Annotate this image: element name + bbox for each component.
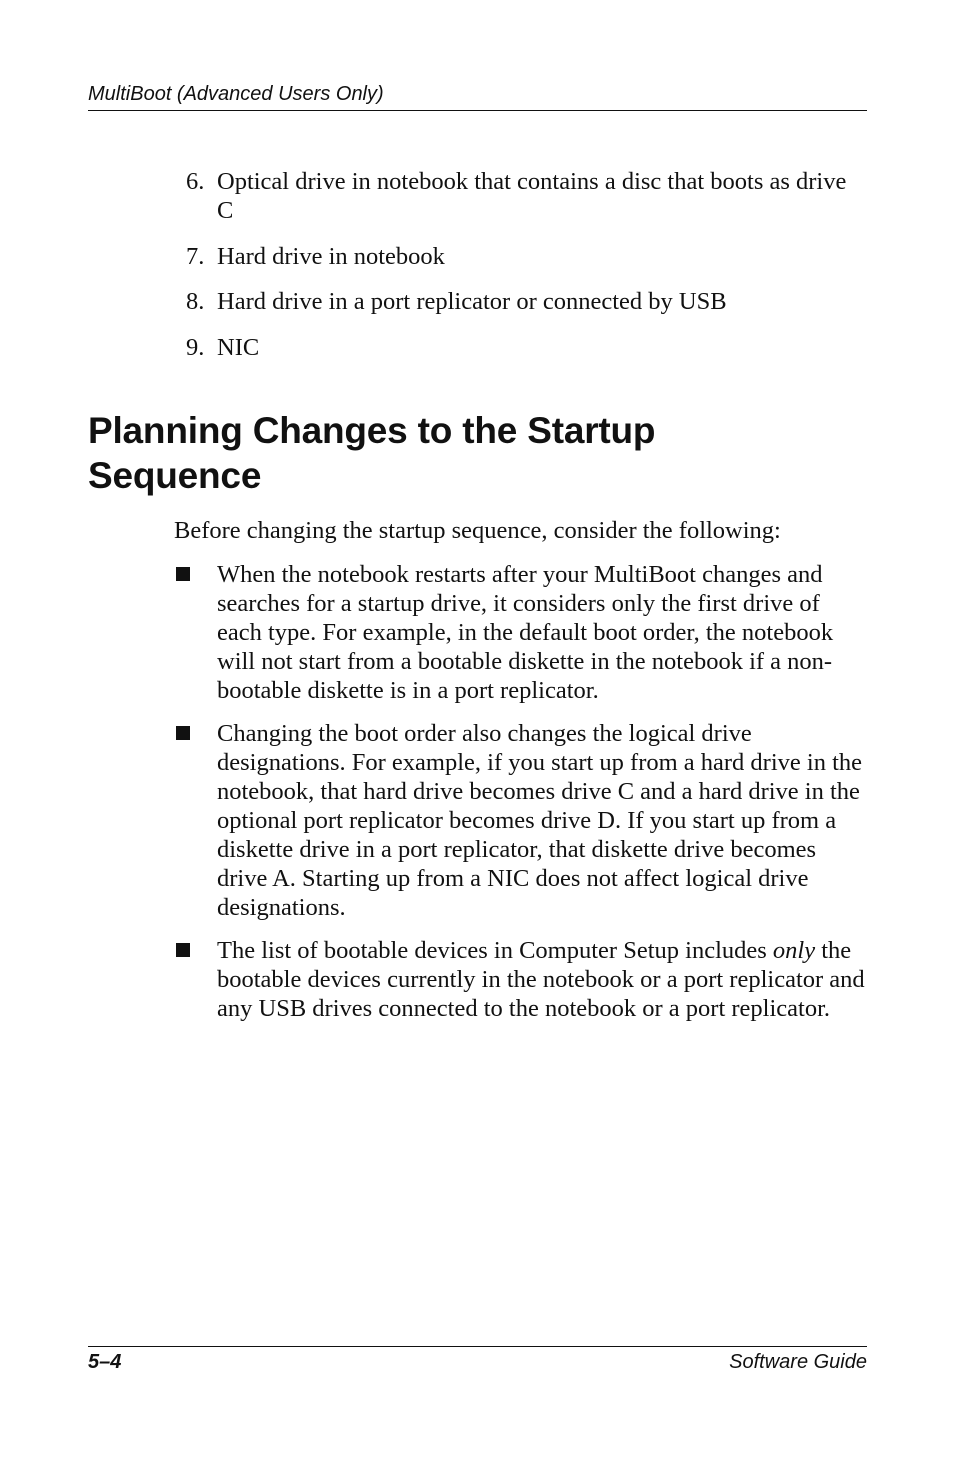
list-item-number: 8. [186, 288, 205, 315]
header-rule [88, 110, 867, 111]
section-intro: Before changing the startup sequence, consider the following: [174, 517, 781, 544]
bullet-text [217, 936, 866, 1023]
list-item-number: 6. [186, 168, 205, 195]
list-item-number: 7. [186, 242, 205, 270]
page-number: 5–4 [88, 1351, 122, 1373]
list-item-text: NIC [217, 333, 260, 361]
square-bullet-icon [174, 719, 217, 922]
square-bullet-icon [174, 560, 217, 705]
section-heading: Planning Changes to the Startup Sequence [88, 410, 656, 496]
running-header: MultiBoot (Advanced Users Only) [88, 83, 384, 105]
book-title: Software Guide [729, 1351, 867, 1373]
list-item-text: Hard drive in a port replicator or connected by USB [217, 288, 727, 315]
list-item [186, 333, 866, 362]
list-item [186, 167, 866, 225]
bullet-list [174, 560, 866, 1037]
bullet-item [174, 936, 866, 1023]
bullet-text: When the notebook restarts after your MultiBoot changes and searches for a startup drive, it considers only the first drive of each type. For example, in the default boot order, the notebook will not start from a bootable diskette in the notebook if a non-bootable diskette is in a port replicator. [217, 561, 834, 704]
bullet-text: Changing the boot order also changes the logical drive designations. For example, if you start up from a hard drive in the notebook, that hard drive becomes drive C and a hard drive in the optional port replicator becomes drive D. If you start up from a diskette drive in a port replicator, that diskette drive becomes drive A. Starting up from a NIC does not affect logical drive designations. [217, 720, 863, 921]
bullet-text-emphasis: only [772, 937, 816, 964]
bullet-item [174, 719, 866, 922]
list-item [186, 287, 866, 316]
list-item-text: Optical drive in notebook that contains a disc that boots as drive C [217, 168, 847, 224]
bullet-text-start: The list of bootable devices in Computer Setup includes [217, 937, 773, 964]
list-item-text: Hard drive in notebook [217, 242, 445, 270]
bullet-text-end: the bootable devices currently in the notebook or a port replicator and any USB drives connected to the notebook or a port replicator. [217, 937, 865, 1022]
footer-rule [88, 1346, 867, 1347]
numbered-list [186, 167, 866, 378]
list-item [186, 242, 866, 271]
list-item-number: 9. [186, 333, 205, 361]
bullet-item [174, 560, 866, 705]
square-bullet-icon [174, 936, 217, 1023]
